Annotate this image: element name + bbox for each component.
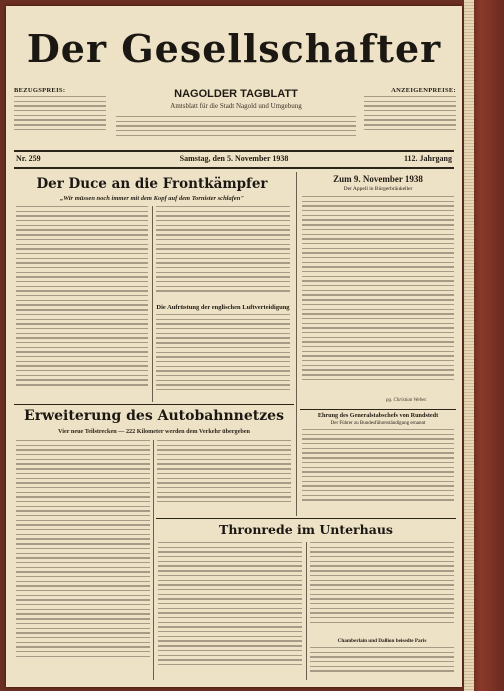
ehrung-headline: Ehrung des Generalstabschefs von Rundstedt [317, 412, 439, 419]
advertising-heading: ANZEIGENPREISE: [391, 87, 456, 94]
masthead-title: Der Gesellschafter [26, 26, 442, 71]
unterhaus-column-2 [310, 542, 454, 634]
unterhaus-column-1 [158, 542, 302, 680]
column-divider [306, 542, 307, 680]
dateline [14, 152, 454, 166]
anniversary-deck: Der Appell in Bürgerbräukeller [343, 186, 413, 192]
autobahn-deck: Vier neue Teilstrecken — 222 Kilometer werden dem Verkehr übergeben [58, 428, 250, 435]
subscription-heading: BEZUGSPREIS: [14, 87, 66, 94]
issue-number: Nr. 259 [16, 154, 41, 163]
section-rule [300, 409, 456, 410]
duce-headline: Der Duce an die Frontkämpfer [36, 176, 268, 192]
ehrung-deck: Der Führer zu Bundesführerständigung ernannt [330, 421, 426, 426]
anniversary-headline: Zum 9. November 1938 [333, 174, 423, 184]
duce-column-2 [156, 206, 290, 302]
subscription-box [14, 88, 106, 134]
duce-column-1 [16, 206, 148, 402]
ehrung-column [302, 429, 454, 511]
autobahn-column-1 [16, 440, 150, 680]
advertising-box [364, 88, 456, 134]
bottom-box-heading: Chamberlain und Dallion beisedte Paris [337, 638, 427, 644]
bottom-box-column [310, 647, 454, 680]
autobahn-column-2 [157, 440, 291, 514]
column-divider [153, 440, 154, 680]
page-edges [464, 0, 474, 691]
volume: 112. Jahrgang [403, 154, 452, 163]
column-divider [152, 206, 153, 402]
bottom-rule [14, 167, 454, 169]
issue-date: Samstag, den 5. November 1938 [179, 154, 289, 163]
signature: pg. Christian Weber. [386, 398, 427, 403]
section-rule [156, 518, 456, 519]
column-divider [296, 172, 297, 516]
british-column [156, 314, 290, 402]
publisher-fineprint [116, 116, 356, 139]
autobahn-headline: Erweiterung des Autobahnnetzes [24, 408, 284, 424]
newspaper-subtitle: NAGOLDER TAGBLATT [174, 88, 298, 100]
anniversary-column [302, 196, 454, 396]
duce-deck: „Wir müssen noch immer mit dem Kopf auf dem Tornister schlafen" [59, 195, 245, 202]
newspaper-page [6, 6, 462, 687]
section-rule [14, 404, 294, 405]
newspaper-subline: Amtsblatt für die Stadt Nagold und Umgebung [170, 102, 302, 110]
british-section-heading: Die Aufrüstung der englischen Luftverteidigung [156, 304, 290, 311]
unterhaus-headline: Thronrede im Unterhaus [219, 522, 393, 537]
